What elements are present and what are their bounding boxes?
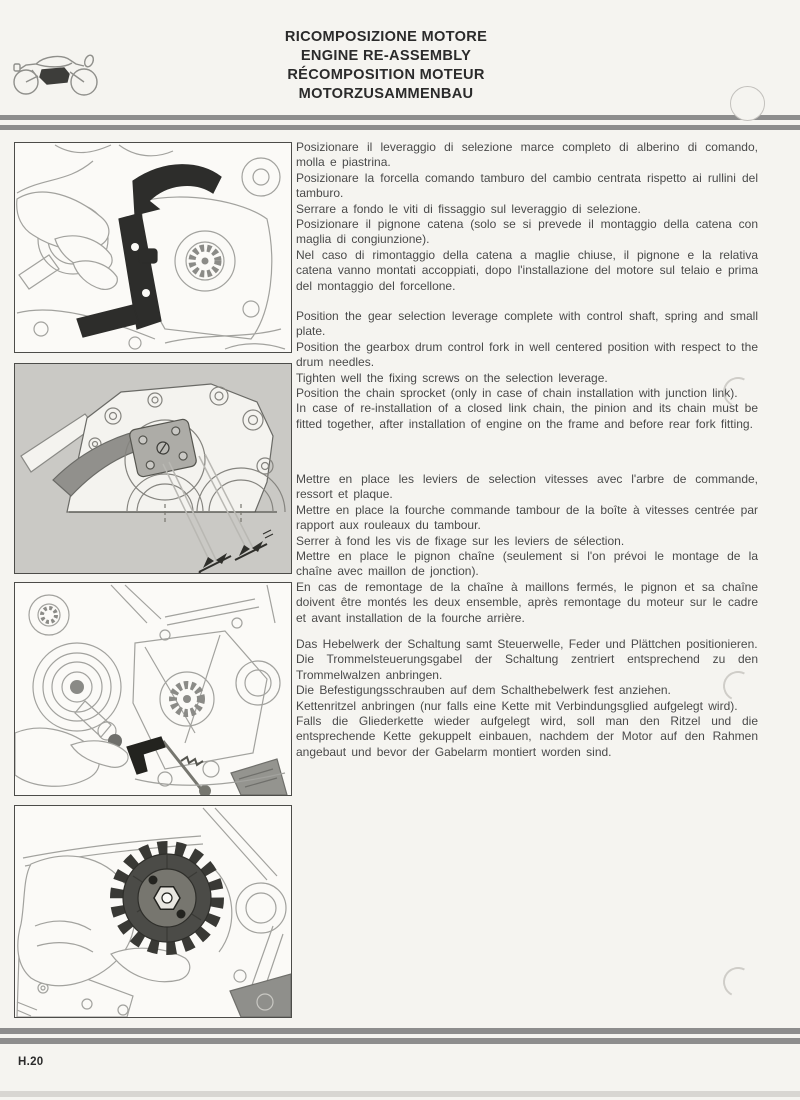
figure-drum-fork-centering-diagram <box>14 363 292 574</box>
page-number: H.20 <box>18 1056 44 1068</box>
text-block-german <box>296 637 758 760</box>
paragraph: Tighten well the fixing screws on the selection leverage. <box>296 370 608 385</box>
paragraph: Serrer à fond les vis de fixage sur les leviers de sélection. <box>296 533 625 548</box>
paragraph: Position the gearbox drum control fork in well centered position with respect to the drum needles. <box>296 339 758 370</box>
text-block-english <box>296 309 758 432</box>
motorcycle-icon <box>12 48 102 96</box>
paragraph: Kettenritzel anbringen (nur falls eine Kette mit Verbindungsglied aufgelegt wird). <box>296 698 738 713</box>
text-block-french <box>296 472 758 626</box>
paragraph: Posizionare il leveraggio di selezione marce completo di alberino di comando, molla e piastrina. <box>296 140 758 170</box>
header-rule-top <box>0 115 800 120</box>
footer-rule-top <box>0 1028 800 1034</box>
title-italian: RICOMPOSIZIONE MOTORE <box>284 29 488 45</box>
figure-gear-selection-leverage <box>14 142 292 353</box>
paragraph: Mettre en place le pignon chaîne (seulement si l'on prévoi le montage de la chaîne avec maillon de jonction). <box>296 549 758 579</box>
paragraph: In case of re-installation of a closed link chain, the pinion and its chain must be fitted together, after installation of engine on the frame and before rear fork fitting. <box>296 401 758 431</box>
paragraph: Mettre en place la fourche commande tambour de la boîte à vitesses centrée par rapport aux rouleaux du tambour. <box>296 502 758 533</box>
figure-tightening-fixing-screws <box>14 582 292 796</box>
title-french: RÉCOMPOSITION MOTEUR <box>287 67 485 83</box>
title-english: ENGINE RE-ASSEMBLY <box>300 48 472 64</box>
binder-hole-shadow <box>719 963 757 1001</box>
figure-chain-sprocket <box>14 805 292 1018</box>
paragraph: Position the gear selection leverage complete with control shaft, spring and small plate. <box>296 309 758 339</box>
page-bottom-edge-rule <box>0 1091 800 1097</box>
paragraph: Mettre en place les leviers de selection vitesses avec l'arbre de commande, ressort et plaque. <box>296 472 758 502</box>
text-block-italian <box>296 140 758 294</box>
paragraph: Die Trommelsteuerungsgabel der Schaltung zentriert entsprechend zu den Trommelwalzen anbringen. <box>296 652 758 682</box>
paragraph: En cas de remontage de la chaîne à maillons fermés, le pignon et sa chaîne doivent être montés les deux ensemble, après remontage du moteur sur le cadre et avant installation de la fourche arrière. <box>296 579 758 625</box>
paragraph: Die Befestigungsschrauben auf dem Schalthebelwerk fest anziehen. <box>296 683 671 698</box>
paragraph: Das Hebelwerk der Schaltung samt Steuerwelle, Feder und Plättchen positionieren. <box>296 637 758 651</box>
paragraph: Serrare a fondo le viti di fissaggio sul leveraggio di selezione. <box>296 201 641 216</box>
paragraph: Posizionare la forcella comando tamburo del cambio centrata rispetto ai rullini del tamburo. <box>296 170 758 201</box>
paragraph: Posizionare il pignone catena (solo se si prevede il montaggio della catena con maglia di congiunzione). <box>296 217 758 247</box>
binder-hole-shadow <box>730 86 765 121</box>
paragraph: Position the chain sprocket (only in case of chain installation with junction link). <box>296 386 738 401</box>
allen-key-dark-part <box>127 737 165 774</box>
paragraph: Nel caso di rimontaggio della catena a maglie chiuse, il pignone e la relativa catena vanno montati accoppiati, dopo l'installazione del motore sul telaio e prima del montaggio del forcellone. <box>296 247 758 293</box>
header-rule-bottom <box>0 125 800 130</box>
paragraph: Falls die Gliederkette wieder aufgelegt wird, soll man den Ritzel und die entsprechende Kette gekuppelt einbauen, nachdem der Motor auf den Rahmen angebaut und bevor der Gabelarm montiert worden sind. <box>296 714 758 759</box>
page-title <box>236 28 536 104</box>
footer-rule-bottom <box>0 1038 800 1044</box>
title-german: MOTORZUSAMMENBAU <box>298 86 474 102</box>
